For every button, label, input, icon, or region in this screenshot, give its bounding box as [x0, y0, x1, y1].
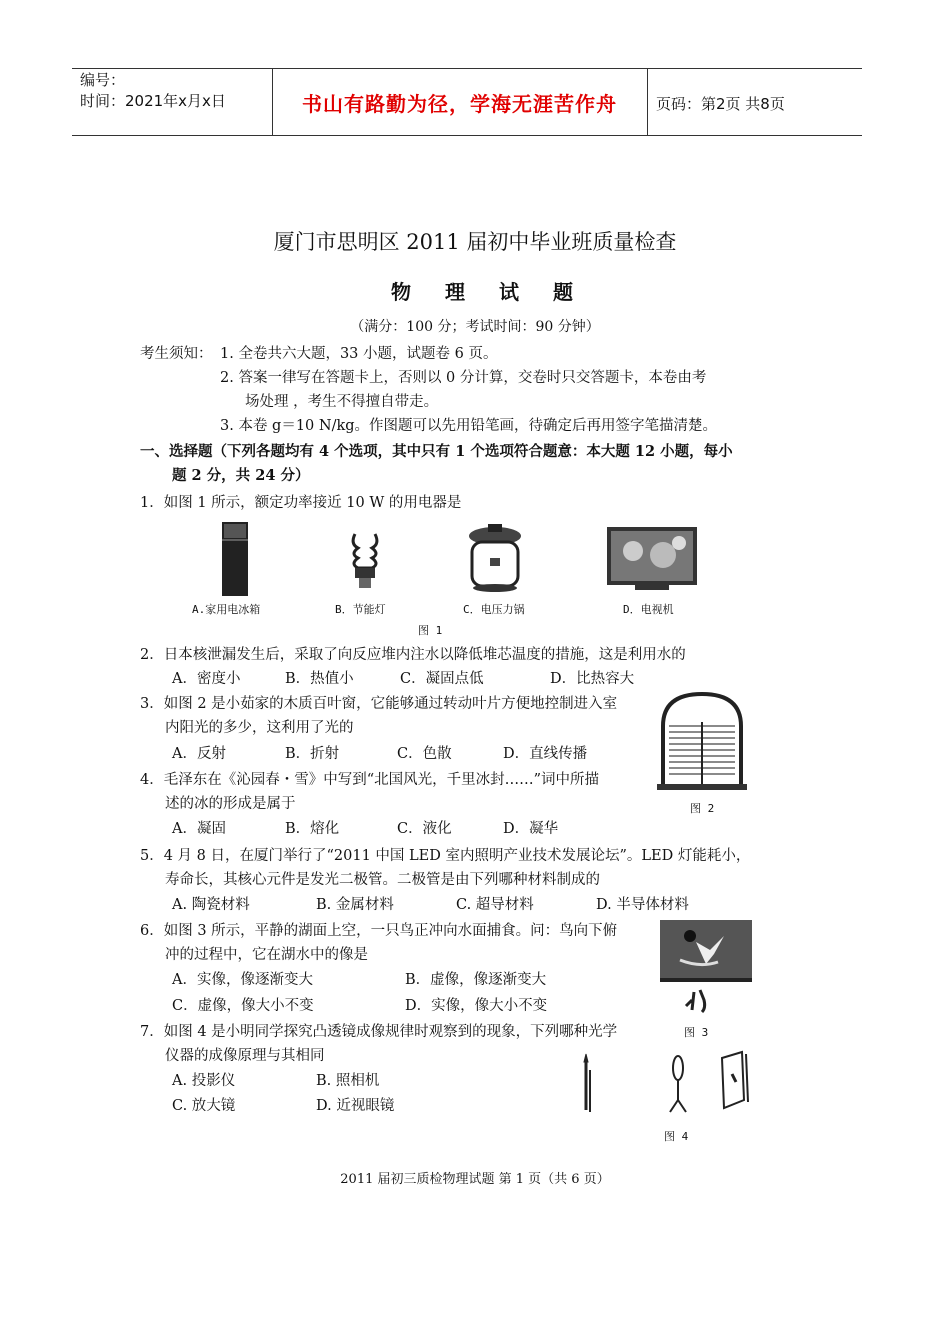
- question-2-option: C．凝固点低: [400, 671, 484, 687]
- question-4-option: A．凝固: [172, 821, 226, 837]
- question-2-stem: 2．日本核泄漏发生后，采取了向反应堆内注水以降低堆芯温度的措施，这是利用水的: [140, 647, 686, 663]
- question-3-option: A．反射: [172, 746, 226, 762]
- question-3-option: D．直线传播: [503, 746, 588, 762]
- question-7-option: C. 放大镜: [172, 1098, 236, 1114]
- question-5-stem: 5．4 月 8 日，在厦门举行了“2011 中国 LED 室内照明产业技术发展论坛”。LED 灯能耗小，: [140, 848, 751, 864]
- section-heading: 一、选择题（下列各题均有 4 个选项，其中只有 1 个选项符合题意：本大题 12 小题，每小: [140, 443, 733, 460]
- figure-1-caption-b: B．节能灯: [335, 603, 386, 616]
- note-item: 场处理 ，考生不得擅自带走。: [245, 394, 439, 410]
- figure-1-caption-c: C．电压力锅: [463, 603, 525, 616]
- number-label: 编号：: [80, 71, 126, 89]
- figure-1-caption-d: D．电视机: [623, 603, 674, 616]
- question-5-option: B. 金属材料: [316, 897, 394, 913]
- time-label: 时间：2021年x月x日: [80, 92, 226, 110]
- score-info: （满分：100 分；考试时间：90 分钟）: [350, 319, 600, 335]
- question-7-option: A. 投影仪: [172, 1073, 236, 1089]
- section-heading-cont: 题 2 分，共 24 分）: [172, 467, 310, 484]
- question-6-stem-cont: 冲的过程中，它在湖水中的像是: [165, 947, 368, 963]
- question-3-stem: 3．如图 2 是小茹家的木质百叶窗，它能够通过转动叶片方便地控制进入室: [140, 696, 618, 712]
- question-1-stem: 1．如图 1 所示，额定功率接近 10 W 的用电器是: [140, 495, 462, 511]
- notes-label: 考生须知：: [140, 346, 213, 362]
- figure-1-label: 图 1: [418, 624, 443, 637]
- question-2-option: D．比热容大: [550, 671, 635, 687]
- question-3-option: B．折射: [285, 746, 340, 762]
- pressure-cooker-image: [462, 522, 528, 594]
- page-footer: 2011 届初三质检物理试题 第 1 页（共 6 页）: [340, 1172, 610, 1187]
- question-6-option: D．实像，像大小不变: [405, 998, 548, 1014]
- question-5-option: A. 陶瓷材料: [172, 897, 250, 913]
- question-4-option: B．熔化: [285, 821, 340, 837]
- fridge-image: [210, 520, 260, 600]
- header-top-rule: [72, 68, 862, 69]
- question-4-stem-cont: 述的冰的形成是属于: [165, 796, 296, 812]
- question-6-option: A．实像，像逐渐变大: [172, 972, 313, 988]
- lens-experiment-image: [572, 1050, 762, 1122]
- note-item: 2. 答案一律写在答题卡上，否则以 0 分计算，交卷时只交答题卡，本卷由考: [220, 370, 707, 386]
- lens: [670, 1056, 686, 1112]
- question-3-stem-cont: 内阳光的多少，这利用了光的: [165, 720, 354, 736]
- question-5-option: C. 超导材料: [456, 897, 534, 913]
- exam-subtitle: 物理试题: [391, 280, 607, 304]
- bird-lake-image: [660, 920, 752, 1016]
- figure-1-caption-a: A.家用电冰箱: [192, 603, 261, 616]
- question-7-stem-cont: 仪器的成像原理与其相同: [165, 1048, 325, 1064]
- question-4-stem: 4．毛泽东在《沁园春・雪》中写到“北国风光，千里冰封……”词中所描: [140, 772, 600, 788]
- question-3-option: C．色散: [397, 746, 452, 762]
- question-7-stem: 7．如图 4 是小明同学探究凸透镜成像规律时观察到的现象，下列哪种光学: [140, 1024, 618, 1040]
- question-2-option: A．密度小: [172, 671, 241, 687]
- window-shutter-image: [655, 686, 750, 792]
- note-item: 3. 本卷 g＝10 N/kg。作图题可以先用铅笔画，待确定后再用签字笔描清楚。: [220, 418, 718, 434]
- question-5-stem-cont: 寿命长，其核心元件是发光二极管。二极管是由下列哪种材料制成的: [165, 872, 600, 888]
- question-6-option: B．虚像，像逐渐变大: [405, 972, 547, 988]
- figure-4-label: 图 4: [664, 1130, 689, 1143]
- question-4-option: C．液化: [397, 821, 452, 837]
- question-5-option: D. 半导体材料: [596, 897, 689, 913]
- question-6-stem: 6．如图 3 所示，平静的湖面上空，一只鸟正冲向水面捕食。问：鸟向下俯: [140, 923, 618, 939]
- figure-2-label: 图 2: [690, 802, 715, 815]
- header-bottom-rule: [72, 135, 862, 136]
- question-6-option: C．虚像，像大小不变: [172, 998, 314, 1014]
- header-divider: [647, 68, 648, 135]
- question-7-option: D. 近视眼镜: [316, 1098, 395, 1114]
- note-item: 1. 全卷共六大题，33 小题，试题卷 6 页。: [220, 346, 498, 362]
- candle: [584, 1054, 590, 1112]
- question-4-option: D．凝华: [503, 821, 559, 837]
- page-info: 页码：第2页 共8页: [656, 95, 785, 113]
- question-7-option: B. 照相机: [316, 1073, 380, 1089]
- header-meta: [80, 70, 226, 112]
- figure-3-label: 图 3: [684, 1026, 709, 1039]
- screen: [722, 1052, 748, 1108]
- exam-title: 厦门市思明区 2011 届初中毕业班质量检查: [273, 230, 677, 254]
- television-image: [605, 525, 700, 593]
- motto: 书山有路勤为径，学海无涯苦作舟: [302, 92, 617, 116]
- question-2-option: B．热值小: [285, 671, 354, 687]
- energy-saving-lamp-image: [340, 530, 390, 592]
